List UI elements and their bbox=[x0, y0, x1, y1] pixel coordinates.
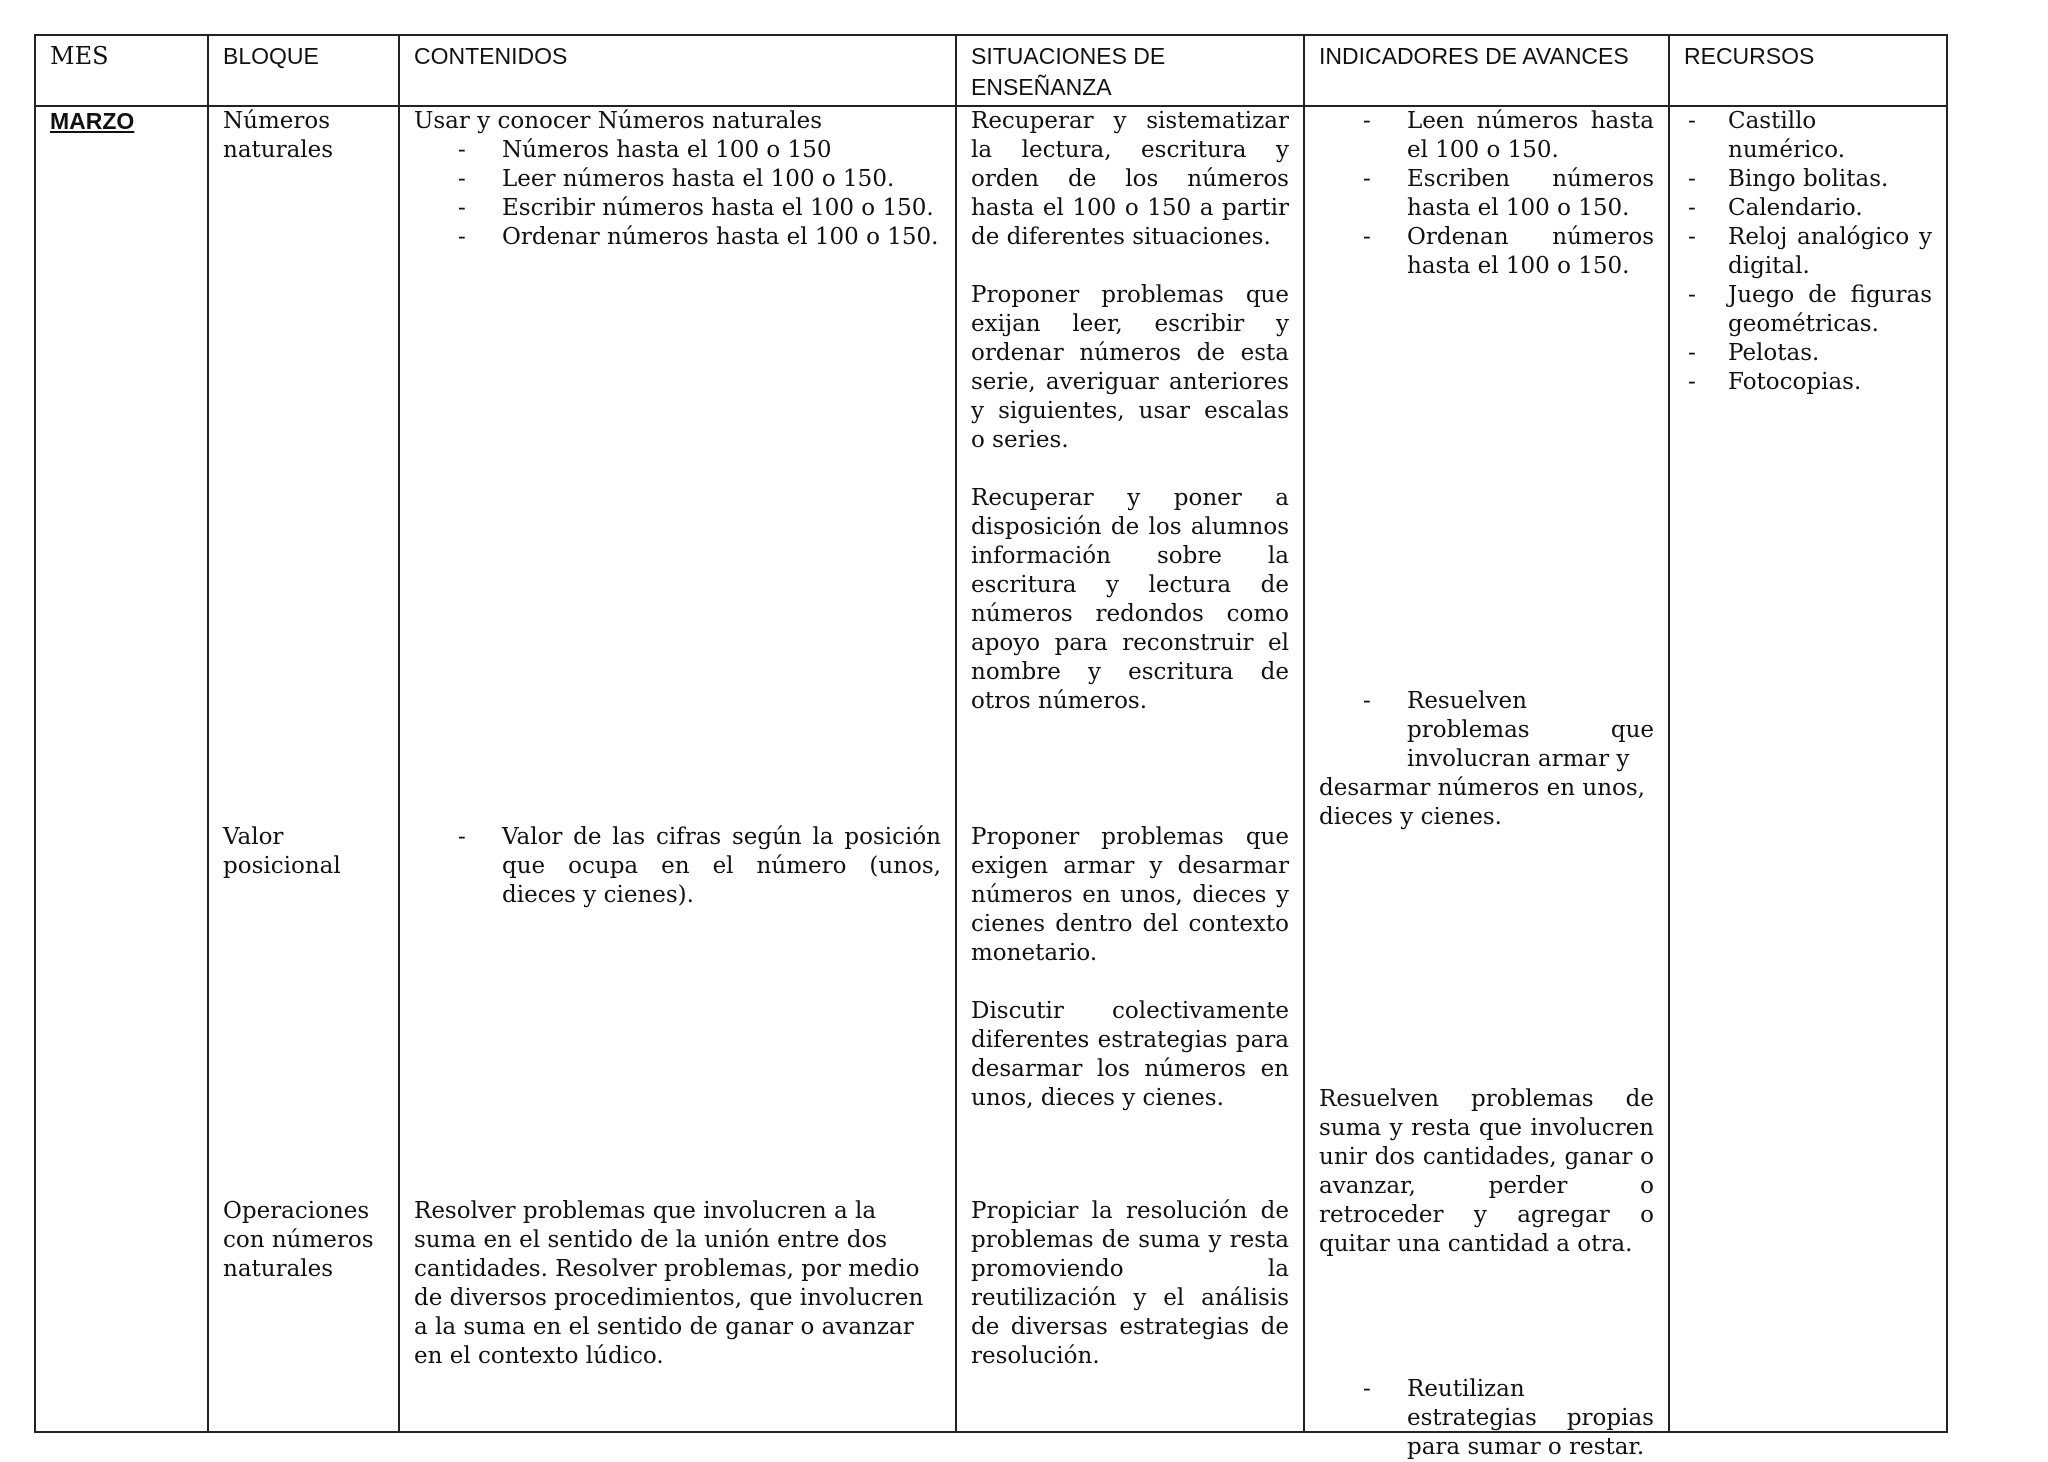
list-item: - Resuelven problemas que involucran armar y bbox=[1319, 687, 1654, 774]
list-item: - Escribir números hasta el 100 o 150. bbox=[414, 194, 941, 223]
contenidos-valor-block bbox=[414, 823, 941, 910]
indicador-suma: Resuelven problemas de suma y resta que involucren unir dos cantidades, ganar o avanzar, perder o retroceder y agregar o quitar una cantidad a otra. bbox=[1319, 1086, 1654, 1257]
contenidos-numeros-block bbox=[414, 107, 941, 252]
contenidos-list bbox=[414, 136, 941, 252]
header-bloque: BLOQUE bbox=[208, 35, 399, 106]
bloque-valor-posicional: Valor posicional bbox=[223, 824, 341, 879]
list-item: - Números hasta el 100 o 150 bbox=[414, 136, 941, 165]
contenidos-cell bbox=[399, 106, 956, 1432]
contenidos-intro: Usar y conocer Números naturales bbox=[414, 108, 823, 134]
situacion-paragraph: Proponer problemas que exigen armar y desarmar números en unos, dieces y cienes dentro del contexto monetario. bbox=[971, 824, 1289, 966]
header-row bbox=[35, 35, 1947, 106]
header-recursos: RECURSOS bbox=[1669, 35, 1947, 106]
header-mes: MES bbox=[35, 35, 208, 106]
content-row bbox=[35, 106, 1947, 1432]
list-item: - Reloj analógico y digital. bbox=[1684, 223, 1932, 281]
list-item: - Bingo bolitas. bbox=[1684, 165, 1932, 194]
bloque-operaciones: Operaciones con números naturales bbox=[223, 1198, 374, 1282]
list-item: - Castillo numérico. bbox=[1684, 107, 1932, 165]
list-item: - Valor de las cifras según la posición que ocupa en el número (unos, dieces y cienes). bbox=[414, 823, 941, 910]
recursos-list bbox=[1684, 107, 1932, 397]
header-situaciones: SITUACIONES DE ENSEÑANZA bbox=[956, 35, 1304, 106]
list-item: - Ordenar números hasta el 100 o 150. bbox=[414, 223, 941, 252]
list-item: - Escriben números hasta el 100 o 150. bbox=[1319, 165, 1654, 223]
list-item: - Pelotas. bbox=[1684, 339, 1932, 368]
list-item: - Leen números hasta el 100 o 150. bbox=[1319, 107, 1654, 165]
mes-cell bbox=[35, 106, 208, 1432]
header-contenidos: CONTENIDOS bbox=[399, 35, 956, 106]
situacion-paragraph: Recuperar y poner a disposición de los alumnos información sobre la escritura y lectura de números redondos como apoyo para reconstruir el nombre y escritura de otros números. bbox=[971, 485, 1289, 714]
list-item: - Reutilizan estrategias propias para sumar o restar. bbox=[1319, 1375, 1654, 1462]
list-item: - Juego de figuras geométricas. bbox=[1684, 281, 1932, 339]
recursos-cell bbox=[1669, 106, 1947, 1432]
bloque-numeros-naturales: Números naturales bbox=[223, 108, 334, 163]
contenidos-operaciones: Resolver problemas que involucren a la suma en el sentido de la unión entre dos cantidades. Resolver problemas, por medio de diversos procedimientos, que involucren a la suma en el sentido de ganar o avanzar en el contexto lúdico. bbox=[414, 1198, 924, 1369]
list-item: - Calendario. bbox=[1684, 194, 1932, 223]
list-item: - Fotocopias. bbox=[1684, 368, 1932, 397]
list-item: - Ordenan números hasta el 100 o 150. bbox=[1319, 223, 1654, 281]
indicadores-list bbox=[1319, 107, 1654, 281]
situacion-paragraph: Propiciar la resolución de problemas de suma y resta promoviendo la reutilización y el análisis de diversas estrategias de resolución. bbox=[971, 1198, 1289, 1369]
bloque-cell bbox=[208, 106, 399, 1432]
planning-table bbox=[34, 34, 1948, 1460]
situacion-paragraph: Recuperar y sistematizar la lectura, escritura y orden de los números hasta el 100 o 150 a partir de diferentes situaciones. bbox=[971, 108, 1289, 250]
indicadores-cell bbox=[1304, 106, 1669, 1460]
indicador-armar-cont: desarmar números en unos, dieces y cienes. bbox=[1319, 775, 1645, 830]
situacion-paragraph: Discutir colectivamente diferentes estrategias para desarmar los números en unos, dieces y cienes. bbox=[971, 998, 1289, 1111]
situacion-paragraph: Proponer problemas que exijan leer, escribir y ordenar números de esta serie, averiguar anteriores y siguientes, usar escalas o series. bbox=[971, 282, 1289, 453]
list-item: - Leer números hasta el 100 o 150. bbox=[414, 165, 941, 194]
situaciones-cell bbox=[956, 106, 1304, 1432]
header-indicadores: INDICADORES DE AVANCES bbox=[1304, 35, 1669, 106]
month-label: MARZO bbox=[50, 108, 135, 134]
